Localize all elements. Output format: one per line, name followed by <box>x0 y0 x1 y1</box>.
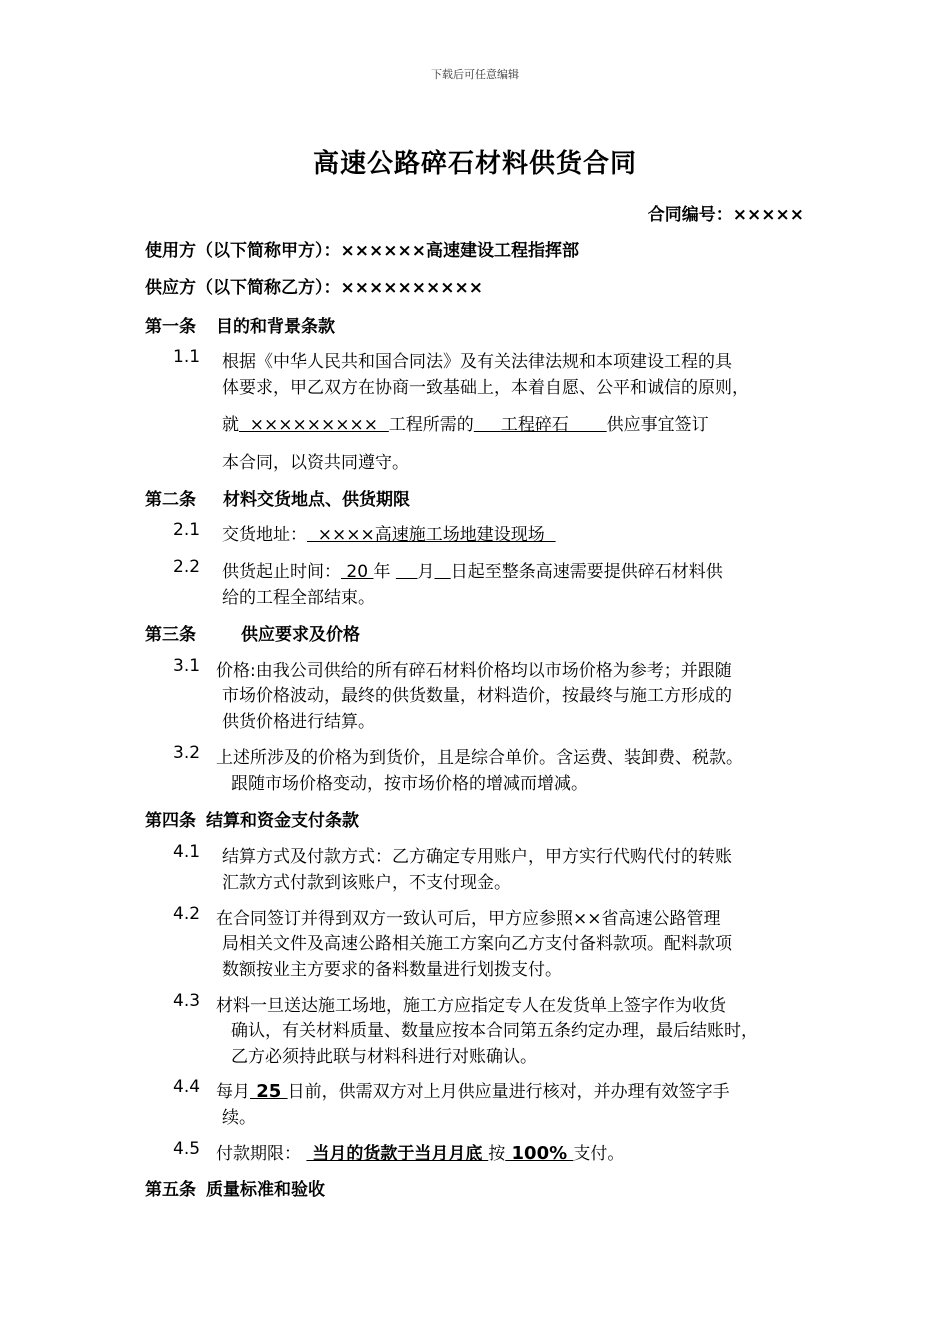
clause-2-1-line <box>222 520 556 545</box>
delivery-address-value: ××××高速施工场地建设现场 <box>307 525 556 545</box>
clause-4-4-line-2: 续。 <box>222 1108 256 1128</box>
payment-term-value: 当月的货款于当月月底 <box>306 1144 489 1164</box>
text: 供应事宜签订 <box>606 415 709 435</box>
article-1-number: 第一条 <box>145 317 196 337</box>
clause-4-4-line-1 <box>216 1077 730 1102</box>
clause-4-5-number: 4.5 <box>173 1139 201 1159</box>
contract-number: 合同编号：××××× <box>647 205 804 225</box>
article-5-heading <box>145 1175 325 1200</box>
party-b-value: ×××××××××× <box>340 278 483 298</box>
clause-1-1-number: 1.1 <box>173 347 201 367</box>
article-2-heading <box>145 485 410 510</box>
article-2-title: 材料交货地点、供货期限 <box>223 490 410 510</box>
clause-4-4-number: 4.4 <box>173 1077 201 1097</box>
article-1-heading <box>145 312 335 337</box>
payment-percent-value: 100% <box>505 1143 574 1164</box>
clause-1-1-line-2: 体要求，甲乙双方在协商一致基础上，本着自愿、公平和诚信的原则， <box>222 378 749 398</box>
text: 每月 <box>216 1082 250 1102</box>
project-name-blank: ××××××××× <box>239 415 389 435</box>
article-4-number: 第四条 <box>145 811 196 831</box>
clause-4-3-number: 4.3 <box>173 991 201 1011</box>
clause-3-2-line-1: 上述所涉及的价格为到货价，且是综合单价。含运费、装卸费、税款。 <box>216 748 743 768</box>
clause-4-3-line-3: 乙方必须持此联与材料科进行对账确认。 <box>231 1047 537 1067</box>
month-blank <box>396 562 418 582</box>
article-3-heading <box>145 620 360 645</box>
clause-4-2-line-1: 在合同签订并得到双方一致认可后，甲方应参照××省高速公路管理 <box>216 909 721 929</box>
clause-2-2-number: 2.2 <box>173 557 201 577</box>
delivery-address-label: 交货地址： <box>222 525 307 545</box>
article-5-number: 第五条 <box>145 1180 196 1200</box>
text: 工程所需的 <box>388 415 474 435</box>
clause-4-5-line <box>216 1139 624 1164</box>
clause-1-1-line-3 <box>222 410 709 435</box>
clause-1-1-line-1: 根据《中华人民共和国合同法》及有关法律法规和本项建设工程的具 <box>222 352 732 372</box>
text: 日起至整条高速需要提供碎石材料供 <box>450 562 723 582</box>
clause-4-1-number: 4.1 <box>173 842 201 862</box>
clause-4-2-line-2: 局相关文件及高速公路相关施工方案向乙方支付备料款项。配料款项 <box>222 934 732 954</box>
text: 支付。 <box>573 1144 625 1164</box>
clause-4-3-line-2: 确认，有关材料质量、数量应按本合同第五条约定办理，最后结账时， <box>231 1021 758 1041</box>
text: 月 <box>417 562 435 582</box>
text: 供货起止时间： <box>222 562 341 582</box>
clause-3-1-number: 3.1 <box>173 656 201 676</box>
party-a-value: ××××××高速建设工程指挥部 <box>340 241 579 261</box>
clause-2-2-line-2: 给的工程全部结束。 <box>222 588 375 608</box>
material-blank: 工程碎石 <box>473 415 607 435</box>
article-2-number: 第二条 <box>145 490 196 510</box>
text: 付款期限： <box>216 1144 301 1164</box>
clause-4-1-line-1: 结算方式及付款方式：乙方确定专用账户，甲方实行代购代付的转账 <box>222 847 732 867</box>
text: 就 <box>222 415 239 435</box>
clause-3-2-line-2: 跟随市场价格变动，按市场价格的增减而增减。 <box>231 774 588 794</box>
clause-3-1-line-1: 价格:由我公司供给的所有碎石材料价格均以市场价格为参考；并跟随 <box>216 661 732 681</box>
year-blank: 20 <box>341 562 374 582</box>
clause-4-1-line-2: 汇款方式付款到该账户，不支付现金。 <box>222 873 511 893</box>
clause-4-2-line-3: 数额按业主方要求的备料数量进行划拨支付。 <box>222 960 562 980</box>
party-a <box>145 236 579 261</box>
clause-3-1-line-3: 供货价格进行结算。 <box>222 712 375 732</box>
day-blank <box>434 562 450 582</box>
article-5-title: 质量标准和验收 <box>206 1180 325 1200</box>
day-of-month-value: 25 <box>250 1081 288 1102</box>
clause-4-2-number: 4.2 <box>173 904 201 924</box>
text: 年 <box>373 562 391 582</box>
clause-3-2-number: 3.2 <box>173 743 201 763</box>
clause-4-3-line-1: 材料一旦送达施工场地，施工方应指定专人在发货单上签字作为收货 <box>216 996 726 1016</box>
article-1-title: 目的和背景条款 <box>216 317 335 337</box>
article-4-heading <box>145 806 359 831</box>
download-note: 下载后可任意编辑 <box>431 68 519 81</box>
party-a-label: 使用方（以下简称甲方）： <box>145 241 341 261</box>
clause-2-2-line-1 <box>222 557 723 582</box>
clause-2-1-number: 2.1 <box>173 520 201 540</box>
article-4-title: 结算和资金支付条款 <box>206 811 359 831</box>
document-title: 高速公路碎石材料供货合同 <box>312 149 637 179</box>
article-3-number: 第三条 <box>145 625 196 645</box>
party-b <box>145 273 483 298</box>
text: 日前，供需双方对上月供应量进行核对，并办理有效签字手 <box>287 1082 730 1102</box>
party-b-label: 供应方（以下简称乙方）： <box>145 278 341 298</box>
clause-3-1-line-2: 市场价格波动，最终的供货数量，材料造价，按最终与施工方形成的 <box>222 686 732 706</box>
clause-1-1-line-4: 本合同，以资共同遵守。 <box>222 453 409 473</box>
text: 按 <box>488 1144 506 1164</box>
article-3-title: 供应要求及价格 <box>241 625 360 645</box>
